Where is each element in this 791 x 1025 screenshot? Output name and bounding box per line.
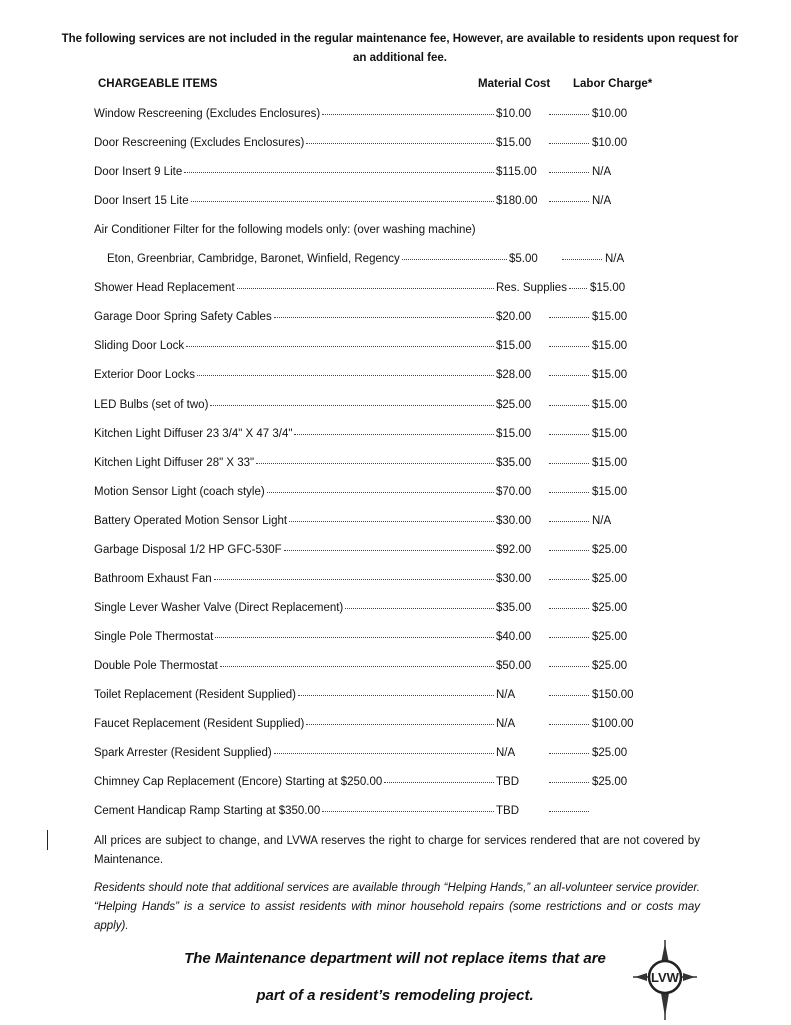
item-label: Door Insert 9 Lite <box>94 166 183 179</box>
labor-charge: $150.00 <box>592 689 634 701</box>
table-row <box>94 311 639 327</box>
labor-charge: N/A <box>592 514 612 527</box>
material-cost: $92.00 <box>496 543 532 556</box>
labor-charge: $15.00 <box>592 369 628 382</box>
item-label: Toilet Replacement (Resident Supplied) <box>94 689 296 701</box>
dot-leader <box>237 288 494 289</box>
dot-leader <box>197 375 494 376</box>
dot-leader <box>345 608 494 609</box>
dot-leader <box>549 114 589 115</box>
labor-charge: $25.00 <box>592 776 628 789</box>
material-cost: $28.00 <box>496 369 532 382</box>
dot-leader <box>562 259 602 260</box>
material-cost: $15.00 <box>496 137 532 150</box>
item-label: Window Rescreening (Excludes Enclosures) <box>94 108 321 120</box>
dot-leader <box>549 201 589 202</box>
dot-leader <box>549 550 589 551</box>
labor-charge: $25.00 <box>592 630 628 643</box>
text-cursor <box>47 830 48 850</box>
labor-charge: N/A <box>605 253 625 266</box>
dot-leader <box>549 463 589 464</box>
table-row <box>94 805 639 821</box>
labor-charge: $10.00 <box>592 108 628 120</box>
labor-charge: $15.00 <box>592 311 628 324</box>
closing-line-2: part of a resident’s remodeling project. <box>256 987 534 1004</box>
item-label: LED Bulbs (set of two) <box>94 398 209 411</box>
dot-leader <box>549 695 589 696</box>
dot-leader <box>191 201 494 202</box>
dot-leader <box>210 405 494 406</box>
table-row <box>94 428 639 444</box>
svg-text:LVW: LVW <box>651 970 679 985</box>
labor-charge: $25.00 <box>592 747 628 760</box>
table-row <box>94 224 639 240</box>
item-label: Eton, Greenbriar, Cambridge, Baronet, Winfield, Regency <box>107 253 400 266</box>
item-label: Single Pole Thermostat <box>94 630 214 643</box>
dot-leader <box>549 143 589 144</box>
material-cost: Res. Supplies <box>496 282 567 295</box>
labor-charge: $25.00 <box>592 543 628 556</box>
material-cost: $30.00 <box>496 572 532 585</box>
dot-leader <box>549 724 589 725</box>
material-cost: N/A <box>496 689 516 701</box>
material-cost: $30.00 <box>496 514 532 527</box>
dot-leader <box>549 405 589 406</box>
material-cost: $15.00 <box>496 340 532 353</box>
table-row <box>94 195 639 211</box>
dot-leader <box>289 521 494 522</box>
item-label: Door Rescreening (Excludes Enclosures) <box>94 137 305 150</box>
table-row <box>94 253 639 269</box>
dot-leader <box>274 317 494 318</box>
dot-leader <box>284 550 494 551</box>
table-row <box>94 486 639 502</box>
table-row <box>94 718 639 734</box>
material-cost: TBD <box>496 776 519 789</box>
labor-charge: N/A <box>592 166 612 179</box>
dot-leader <box>274 753 494 754</box>
dot-leader <box>549 434 589 435</box>
dot-leader <box>549 637 589 638</box>
header-labor: Labor Charge* <box>573 78 653 90</box>
dot-leader <box>384 782 494 783</box>
item-label: Spark Arrester (Resident Supplied) <box>94 747 272 760</box>
dot-leader <box>569 288 587 289</box>
table-row <box>94 602 639 618</box>
material-cost: $35.00 <box>496 456 532 469</box>
table-row <box>94 747 639 763</box>
table-row <box>94 689 639 705</box>
item-label: Kitchen Light Diffuser 28" X 33" <box>94 456 255 469</box>
material-cost: $50.00 <box>496 659 532 672</box>
material-cost: $40.00 <box>496 630 532 643</box>
table-row <box>94 544 639 560</box>
table-row <box>94 457 639 473</box>
dot-leader <box>322 114 494 115</box>
material-cost: $5.00 <box>509 253 538 266</box>
labor-charge: $15.00 <box>592 427 628 440</box>
material-cost: $180.00 <box>496 195 538 208</box>
table-row <box>94 631 639 647</box>
item-label: Double Pole Thermostat <box>94 659 218 672</box>
labor-charge: $25.00 <box>592 572 628 585</box>
dot-leader <box>256 463 494 464</box>
table-row <box>94 776 639 792</box>
table-row <box>94 166 639 182</box>
labor-charge: $10.00 <box>592 137 628 150</box>
dot-leader <box>306 724 494 725</box>
header-items: CHARGEABLE ITEMS <box>98 78 218 90</box>
labor-charge: $25.00 <box>592 659 628 672</box>
intro-text: The following services are not included in the regular maintenance fee, However, are available to residents upon request for an additional fee. <box>61 33 739 64</box>
item-label: Exterior Door Locks <box>94 369 195 382</box>
helping-hands-note: Residents should note that additional services are available through “Helping Hands,” an all-volunteer service provider. “Helping Hands” is a service to assist residents with minor household repairs (some restrictions and or costs may apply). <box>94 882 700 932</box>
dot-leader <box>549 492 589 493</box>
item-label: Battery Operated Motion Sensor Light <box>94 514 288 527</box>
dot-leader <box>549 666 589 667</box>
dot-leader <box>549 346 589 347</box>
dot-leader <box>298 695 494 696</box>
item-label: Motion Sensor Light (coach style) <box>94 485 265 498</box>
dot-leader <box>220 666 494 667</box>
material-cost: TBD <box>496 805 519 818</box>
table-row <box>94 282 639 298</box>
header-material: Material Cost <box>478 78 551 90</box>
dot-leader <box>549 782 589 783</box>
dot-leader <box>294 434 494 435</box>
dot-leader <box>402 259 507 260</box>
dot-leader <box>186 346 494 347</box>
labor-charge: $100.00 <box>592 718 634 731</box>
item-label: Chimney Cap Replacement (Encore) Starting at $250.00 <box>94 776 383 789</box>
material-cost: $10.00 <box>496 108 532 120</box>
labor-charge: $25.00 <box>592 601 628 614</box>
dot-leader <box>549 317 589 318</box>
item-label: Sliding Door Lock <box>94 340 185 353</box>
item-label: Door Insert 15 Lite <box>94 195 189 208</box>
dot-leader <box>549 375 589 376</box>
dot-leader <box>184 172 494 173</box>
item-label: Air Conditioner Filter for the following models only: (over washing machine) <box>94 224 476 237</box>
table-row <box>94 340 639 356</box>
labor-charge: $15.00 <box>592 340 628 353</box>
table-row <box>94 137 639 153</box>
dot-leader <box>549 753 589 754</box>
dot-leader <box>214 579 494 580</box>
lvwa-compass-logo <box>625 935 705 1025</box>
material-cost: $115.00 <box>496 166 537 179</box>
dot-leader <box>549 521 589 522</box>
labor-charge: $15.00 <box>592 456 628 469</box>
labor-charge: N/A <box>592 195 612 208</box>
item-label: Kitchen Light Diffuser 23 3/4" X 47 3/4" <box>94 427 293 440</box>
dot-leader <box>267 492 494 493</box>
dot-leader <box>549 608 589 609</box>
table-row <box>94 660 639 676</box>
material-cost: $70.00 <box>496 485 532 498</box>
closing-line-1: The Maintenance department will not replace items that are <box>184 950 606 967</box>
dot-leader <box>215 637 494 638</box>
table-row <box>94 108 639 124</box>
item-label: Cement Handicap Ramp Starting at $350.00 <box>94 805 321 818</box>
material-cost: $35.00 <box>496 601 532 614</box>
material-cost: $20.00 <box>496 311 532 324</box>
labor-charge: $15.00 <box>592 485 628 498</box>
dot-leader <box>322 811 494 812</box>
item-label: Faucet Replacement (Resident Supplied) <box>94 718 305 731</box>
item-label: Shower Head Replacement <box>94 282 235 295</box>
item-label: Garbage Disposal 1/2 HP GFC-530F <box>94 543 282 556</box>
material-cost: $15.00 <box>496 427 532 440</box>
labor-charge: $15.00 <box>590 282 626 295</box>
prices-note: All prices are subject to change, and LVWA reserves the right to charge for services rendered that are not covered by Maintenance. <box>94 835 700 866</box>
item-label: Single Lever Washer Valve (Direct Replacement) <box>94 601 344 614</box>
item-label: Garage Door Spring Safety Cables <box>94 311 272 324</box>
table-row <box>94 573 639 589</box>
material-cost: N/A <box>496 718 516 731</box>
dot-leader <box>549 579 589 580</box>
table-row <box>94 399 639 415</box>
item-label: Bathroom Exhaust Fan <box>94 572 212 585</box>
dot-leader <box>549 172 589 173</box>
table-row <box>94 369 639 385</box>
table-row <box>94 515 639 531</box>
dot-leader <box>549 811 589 812</box>
material-cost: $25.00 <box>496 398 532 411</box>
dot-leader <box>306 143 494 144</box>
material-cost: N/A <box>496 747 516 760</box>
labor-charge: $15.00 <box>592 398 628 411</box>
